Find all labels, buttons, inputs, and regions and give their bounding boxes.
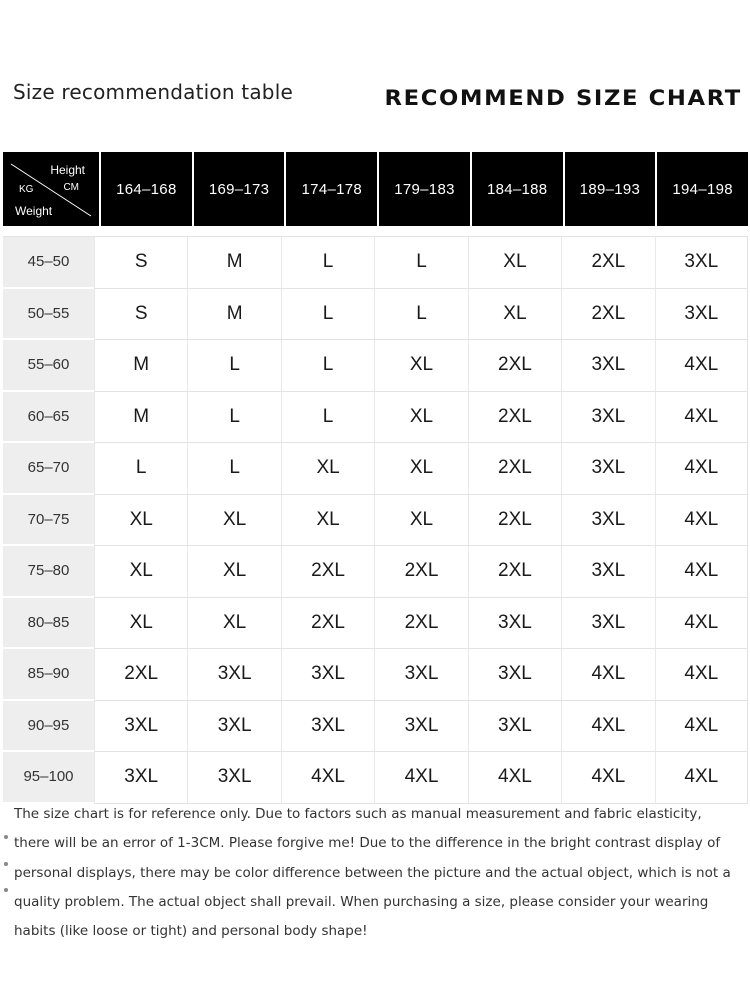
size-cell: 4XL — [561, 649, 654, 701]
size-cell: 4XL — [655, 392, 748, 444]
size-cell: 2XL — [374, 546, 467, 598]
weight-range-cell: 90–95 — [3, 701, 94, 751]
size-cell: XL — [374, 495, 467, 547]
bullet-dot — [4, 888, 8, 892]
disclaimer-line: quality problem. The actual object shall prevail. When purchasing a size, please consider your wearing — [14, 893, 709, 910]
size-cell: 4XL — [655, 701, 748, 753]
size-cell: 2XL — [468, 495, 561, 547]
height-column-header: 164–168 — [101, 152, 192, 226]
size-cell: L — [374, 237, 467, 289]
size-cell: M — [187, 237, 280, 289]
weight-range-cell: 80–85 — [3, 598, 94, 648]
size-cell: 2XL — [561, 237, 654, 289]
size-cell: 3XL — [187, 649, 280, 701]
size-cell: L — [374, 289, 467, 341]
size-cell: 2XL — [468, 340, 561, 392]
size-cell: 4XL — [374, 752, 467, 804]
weight-range-cell: 65–70 — [3, 443, 94, 493]
size-cell: XL — [374, 392, 467, 444]
height-header-row — [3, 152, 748, 226]
cm-unit-label: CM — [63, 182, 79, 193]
size-cell: 4XL — [561, 701, 654, 753]
size-cell: 3XL — [655, 237, 748, 289]
size-cell: 4XL — [281, 752, 374, 804]
size-cell: 3XL — [187, 701, 280, 753]
size-cell: 2XL — [94, 649, 187, 701]
bullet-dot — [4, 835, 8, 839]
disclaimer-line: habits (like loose or tight) and personal body shape! — [14, 923, 368, 940]
size-cell: 2XL — [281, 598, 374, 650]
size-cell: 3XL — [561, 340, 654, 392]
size-table — [3, 236, 748, 804]
size-cell: 3XL — [561, 392, 654, 444]
size-cell: 3XL — [468, 598, 561, 650]
size-cell: XL — [187, 598, 280, 650]
size-cell: L — [187, 340, 280, 392]
size-cell: 3XL — [561, 546, 654, 598]
size-cell: 3XL — [374, 649, 467, 701]
chart-heading: RECOMMEND SIZE CHART — [384, 86, 742, 110]
size-cell: 4XL — [655, 598, 748, 650]
size-cell: XL — [374, 340, 467, 392]
size-cell: 3XL — [281, 649, 374, 701]
size-cell: XL — [468, 237, 561, 289]
size-cell: 3XL — [655, 289, 748, 341]
size-cell: 2XL — [561, 289, 654, 341]
weight-range-cell: 45–50 — [3, 237, 94, 287]
size-cell: M — [187, 289, 280, 341]
size-cell: S — [94, 237, 187, 289]
size-cell: 3XL — [281, 701, 374, 753]
disclaimer-line: there will be an error of 1-3CM. Please forgive me! Due to the difference in the bright contrast display of — [14, 835, 721, 852]
size-cell: S — [94, 289, 187, 341]
size-cell: 4XL — [655, 546, 748, 598]
height-column-header: 184–188 — [472, 152, 563, 226]
height-column-header: 194–198 — [657, 152, 748, 226]
size-cell: XL — [187, 546, 280, 598]
size-cell: XL — [187, 495, 280, 547]
bullet-dot — [4, 862, 8, 866]
size-cell: 4XL — [655, 752, 748, 804]
size-cell: 3XL — [374, 701, 467, 753]
weight-axis-label: Weight — [15, 204, 53, 218]
size-cell: 4XL — [468, 752, 561, 804]
size-cell: L — [94, 443, 187, 495]
size-cell: 2XL — [281, 546, 374, 598]
disclaimer-line: personal displays, there may be color difference between the picture and the actual object, which is not a — [14, 864, 731, 881]
page-title: Size recommendation table — [13, 80, 293, 104]
size-cell: L — [281, 392, 374, 444]
size-cell: 2XL — [468, 443, 561, 495]
weight-range-cell: 70–75 — [3, 495, 94, 545]
size-cell: 3XL — [187, 752, 280, 804]
height-column-header: 169–173 — [194, 152, 285, 226]
height-column-header: 179–183 — [379, 152, 470, 226]
size-cell: 3XL — [468, 649, 561, 701]
kg-unit-label: KG — [19, 184, 34, 195]
size-cell: 3XL — [94, 701, 187, 753]
disclaimer-line: The size chart is for reference only. Due to factors such as manual measurement and fabric elasticity, — [14, 806, 702, 822]
weight-range-cell: 60–65 — [3, 392, 94, 442]
size-cell: 4XL — [655, 443, 748, 495]
size-cell: XL — [94, 598, 187, 650]
height-axis-label: Height — [50, 163, 85, 177]
size-cell: 4XL — [655, 649, 748, 701]
size-cell: M — [94, 392, 187, 444]
weight-range-cell: 50–55 — [3, 289, 94, 339]
size-cell: XL — [281, 495, 374, 547]
size-cell: 3XL — [561, 495, 654, 547]
size-cell: L — [187, 392, 280, 444]
size-cell: XL — [468, 289, 561, 341]
size-disclaimer — [14, 800, 734, 946]
size-cell: 3XL — [94, 752, 187, 804]
size-cell: 2XL — [468, 546, 561, 598]
size-cell: 2XL — [468, 392, 561, 444]
size-cell: L — [281, 340, 374, 392]
size-cell: XL — [374, 443, 467, 495]
size-cell: 3XL — [468, 701, 561, 753]
weight-range-cell: 75–80 — [3, 546, 94, 596]
size-cell: XL — [281, 443, 374, 495]
size-cell: M — [94, 340, 187, 392]
size-cell: 2XL — [374, 598, 467, 650]
corner-header-cell — [3, 152, 99, 226]
size-cell: XL — [94, 546, 187, 598]
size-cell: L — [281, 289, 374, 341]
weight-range-cell: 95–100 — [3, 752, 94, 802]
size-cell: 4XL — [561, 752, 654, 804]
size-cell: L — [187, 443, 280, 495]
size-cell: 4XL — [655, 340, 748, 392]
size-cell: XL — [94, 495, 187, 547]
height-column-header: 174–178 — [286, 152, 377, 226]
height-column-header: 189–193 — [565, 152, 656, 226]
weight-range-cell: 55–60 — [3, 340, 94, 390]
size-cell: 3XL — [561, 443, 654, 495]
weight-range-cell: 85–90 — [3, 649, 94, 699]
size-cell: L — [281, 237, 374, 289]
size-cell: 4XL — [655, 495, 748, 547]
size-cell: 3XL — [561, 598, 654, 650]
